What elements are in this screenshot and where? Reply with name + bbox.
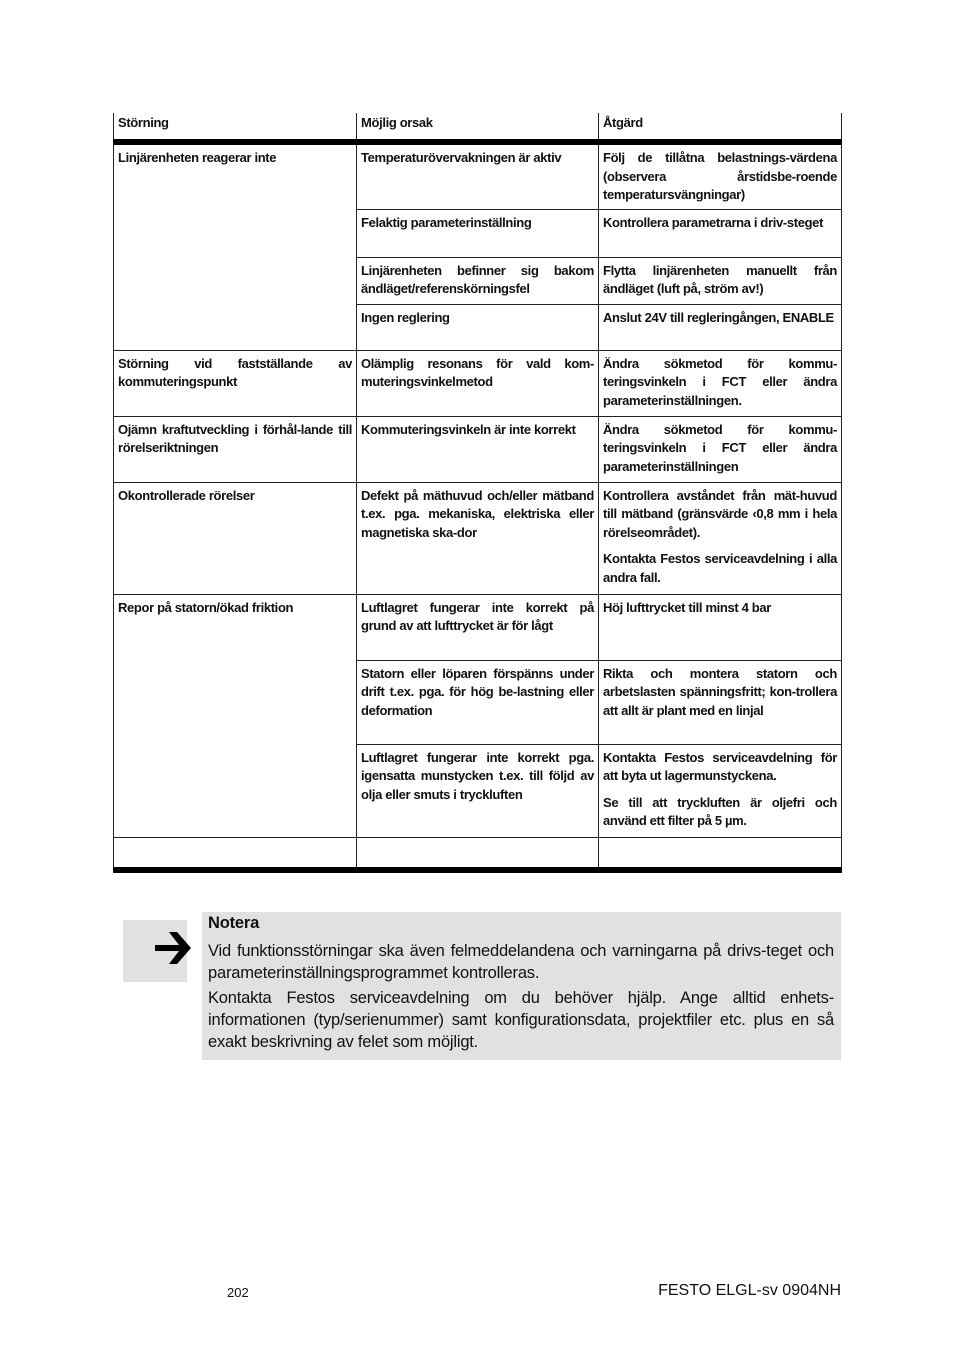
note-paragraph: Kontakta Festos serviceavdelning om du behöver hjälp. Ange alltid enhets-informationen (typ/serienummer) samt konfigurationsdata, projektfiler etc. plus en så exakt beskrivning av felet som möjligt. [208,989,834,1051]
header-cause: Möjlig orsak [357,113,599,142]
empty-row [114,837,842,870]
note-title: Notera [208,914,260,932]
action-text: Kontakta Festos serviceavdelning i alla andra fall. [603,551,837,585]
fault-cell: Repor på statorn/ökad friktion [114,594,357,837]
table-row [114,142,842,209]
note-box [202,912,841,1060]
cause-cell: Luftlagret fungerar inte korrekt på grund av att lufttrycket är för lågt [357,594,599,660]
cause-cell: Kommuteringsvinkeln är inte korrekt [357,416,599,482]
cause-cell: Felaktig parameterinställning [357,209,599,257]
table-row [114,350,842,416]
action-text: Ändra sökmetod för kommu-teringsvinkeln i FCT eller ändra parameterinställningen. [603,355,837,408]
table-row [114,416,842,482]
cause-cell: Olämplig resonans för vald kom-muteringsvinkelmetod [357,350,599,416]
troubleshooting-table [113,113,842,873]
empty-cell [599,837,842,870]
empty-cell [114,837,357,870]
action-text: Kontrollera avståndet från mät-huvud till mätband (gränsvärde ‹0,8 mm i hela rörelseområdet). [603,487,837,540]
action-text: Rikta och montera statorn och arbetslasten spänningsfritt; kon-trollera att allt är plant med en linjal [603,665,837,718]
fault-cell: Okontrollerade rörelser [114,482,357,594]
cause-cell: Defekt på mäthuvud och/eller mätband t.ex. pga. mekaniska, elektriska eller magnetiska ska-dor [357,482,599,594]
action-cell [599,660,842,744]
header-action: Åtgärd [599,113,842,142]
page-number: 202 [227,1285,249,1300]
arrow-right-icon [153,928,193,968]
note-icon-box [123,920,187,982]
cause-cell: Statorn eller löparen förspänns under drift t.ex. pga. för hög be-lastning eller deformation [357,660,599,744]
fault-cell: Störning vid fastställande av kommuteringspunkt [114,350,357,416]
action-cell [599,416,842,482]
action-text: Anslut 24V till regleringången, ENABLE [603,309,834,325]
cause-cell: Linjärenheten befinner sig bakom ändläget/referenskörningsfel [357,257,599,304]
note-paragraph: Vid funktionsstörningar ska även felmeddelandena och varningarna på drivs-teget och parameterinställningsprogrammet kontrolleras. [208,942,834,982]
action-cell [599,594,842,660]
action-text: Flytta linjärenheten manuellt från ändläget (luft på, ström av!) [603,262,837,296]
empty-cell [357,837,599,870]
table-row [114,594,842,660]
action-cell [599,209,842,257]
table-row [114,482,842,594]
action-text: Kontrollera parametrarna i driv-steget [603,214,824,230]
cause-cell: Ingen reglering [357,304,599,350]
action-text: Kontakta Festos serviceavdelning för att byta ut lagermunstyckena. [603,749,837,783]
cause-cell: Temperaturövervakningen är aktiv [357,142,599,209]
cause-cell: Luftlagret fungerar inte korrekt pga. igensatta munstycken t.ex. till följd av olja eller smuts i tryckluften [357,744,599,837]
action-cell [599,257,842,304]
action-text: Höj lufttrycket till minst 4 bar [603,599,771,615]
action-cell [599,482,842,594]
action-cell [599,744,842,837]
table-header-row [114,113,842,142]
document-id: FESTO ELGL-sv 0904NH [658,1282,841,1299]
action-text: Följ de tillåtna belastnings-värdena (observera årstidsbe-roende temperatursvängningar) [603,150,837,202]
action-cell [599,142,842,209]
action-text: Se till att tryckluften är oljefri och använd ett filter på 5 µm. [603,794,837,828]
action-cell [599,350,842,416]
fault-cell: Ojämn kraftutveckling i förhål-lande till rörelseriktningen [114,416,357,482]
action-text: Ändra sökmetod för kommu-teringsvinkeln i FCT eller ändra parameterinställningen [603,421,837,474]
fault-cell: Linjärenheten reagerar inte [114,142,357,350]
header-fault: Störning [114,113,357,142]
action-cell [599,304,842,350]
